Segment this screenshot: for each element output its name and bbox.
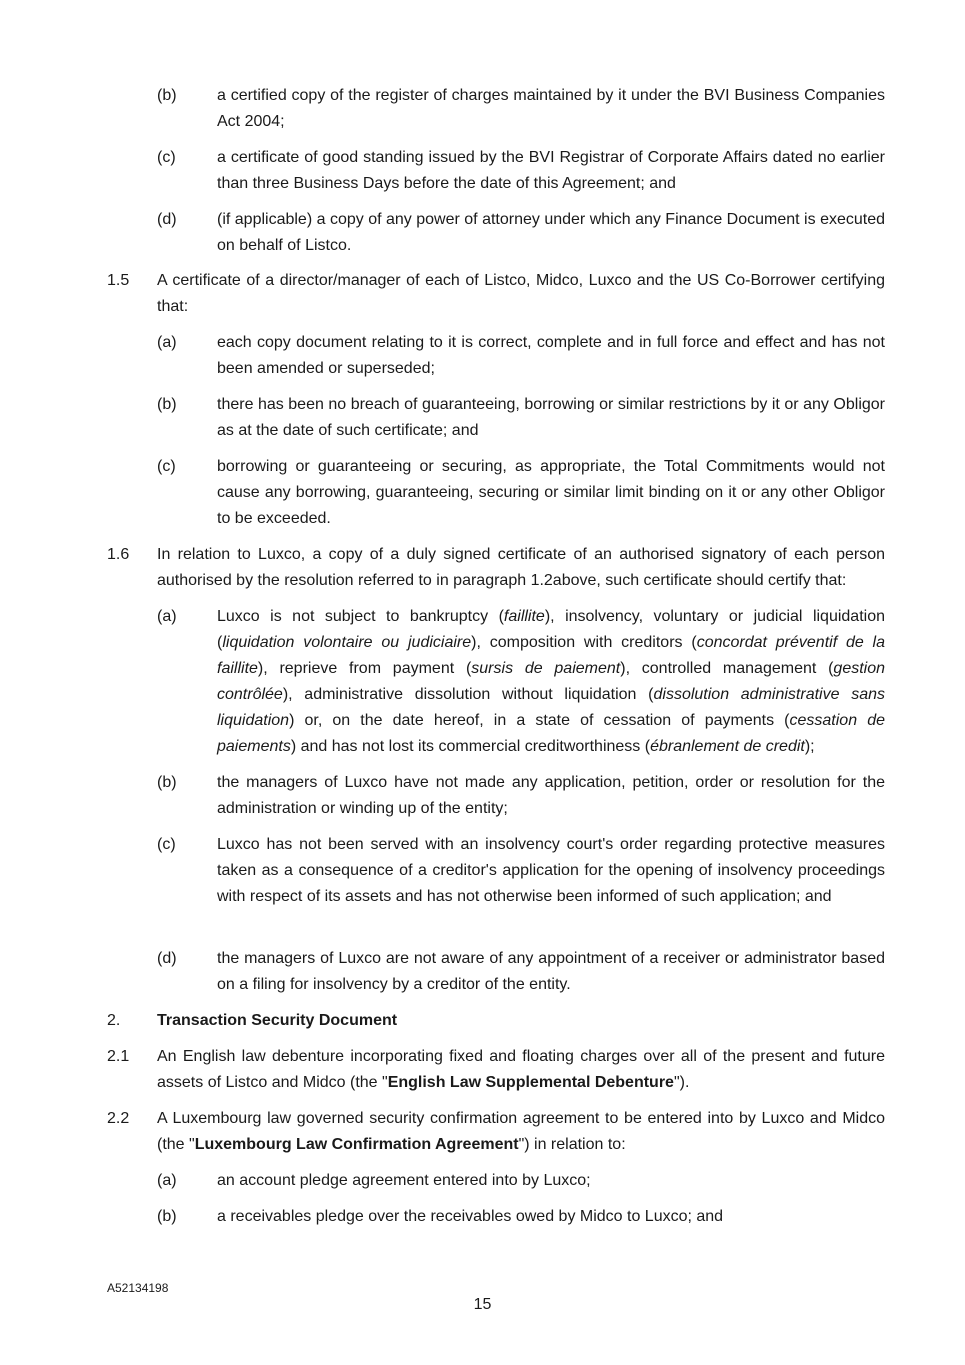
clause-text: there has been no breach of guaranteeing, borrowing or similar restrictions by it or any Obligor as at the date of such certificate; and — [217, 396, 885, 439]
french-term: sursis de paiement — [471, 660, 621, 677]
french-term: ébranlement de credit — [650, 738, 805, 755]
clause-1-6-b — [157, 770, 885, 822]
clause-2-2-b — [157, 1204, 885, 1230]
clause-label: (b) — [157, 1208, 177, 1225]
clause-2-2-a — [157, 1168, 885, 1194]
paragraph-1-6 — [107, 542, 885, 594]
french-term: faillite — [503, 608, 545, 625]
clause-1-6-c — [157, 832, 885, 910]
paragraph-1-5 — [107, 268, 885, 320]
text-run: ), composition with creditors ( — [471, 634, 697, 651]
clause-1-5-c — [157, 454, 885, 532]
french-term: liquidation volontaire ou judiciaire — [222, 634, 472, 651]
clause-label: (c) — [157, 836, 176, 853]
paragraph-2-2 — [107, 1106, 885, 1158]
clause-1-6-a — [157, 604, 885, 760]
section-2-heading — [107, 1008, 885, 1034]
clause-label: (d) — [157, 950, 177, 967]
clause-label: (a) — [157, 1172, 177, 1189]
clause-text: (if applicable) a copy of any power of attorney under which any Finance Document is executed on behalf of Listco. — [217, 211, 885, 254]
clause-text: borrowing or guaranteeing or securing, as appropriate, the Total Commitments would not cause any borrowing, guaranteeing, securing or similar limit binding on it or any other Obligor to be exceeded. — [217, 458, 885, 527]
clause-text: a receivables pledge over the receivables owed by Midco to Luxco; and — [217, 1208, 724, 1225]
french-term: cessation de paiements — [217, 712, 885, 755]
paragraph-2-1 — [107, 1044, 885, 1096]
french-term: gestion contrôlée — [217, 660, 886, 703]
clause-text: each copy document relating to it is correct, complete and in full force and effect and has not been amended or superseded; — [217, 334, 885, 377]
clause-text: Luxco has not been served with an insolvency court's order regarding protective measures taken as a consequence of a creditor's application for the opening of insolvency proceedings with respect of its assets and has not otherwise been informed of such application; and — [217, 836, 885, 905]
text-run: Luxco is not subject to bankruptcy ( — [217, 608, 504, 625]
defined-term: English Law Supplemental Debenture — [387, 1074, 674, 1091]
defined-term: Luxembourg Law Confirmation Agreement — [194, 1136, 519, 1153]
clause-1-5-a — [157, 330, 885, 382]
clause-text: the managers of Luxco are not aware of any appointment of a receiver or administrator based on a filing for insolvency by a creditor of the entity. — [217, 950, 885, 993]
text-run: ") in relation to: — [518, 1136, 626, 1153]
clause-text — [217, 604, 885, 760]
clause-label: (a) — [157, 608, 177, 625]
text-run: ) and has not lost its commercial creditworthiness ( — [290, 738, 651, 755]
clause-text: the managers of Luxco have not made any application, petition, order or resolution for the administration or winding up of the entity; — [217, 774, 885, 817]
clause-d-power-of-attorney — [157, 207, 885, 259]
clause-label: (c) — [157, 149, 176, 166]
text-run: ), reprieve from payment ( — [257, 660, 472, 677]
french-term: dissolution administrative sans liquidation — [217, 686, 885, 729]
paragraph-text — [157, 1106, 885, 1158]
text-run: ); — [804, 738, 815, 755]
section-title: Transaction Security Document — [157, 1012, 398, 1029]
text-run: A Luxembourg law governed security confirmation agreement to be entered into by Luxco and Midco (the " — [157, 1110, 885, 1153]
paragraph-number: 2.1 — [107, 1048, 130, 1065]
text-run: ), controlled management ( — [620, 660, 834, 677]
clause-label: (c) — [157, 458, 176, 475]
paragraph-number: 2.2 — [107, 1110, 130, 1127]
paragraph-number: 1.6 — [107, 546, 130, 563]
clause-text: an account pledge agreement entered into by Luxco; — [217, 1172, 591, 1189]
text-run: ), administrative dissolution without liquidation ( — [282, 686, 654, 703]
clause-c-good-standing — [157, 145, 885, 197]
document-reference: A52134198 — [107, 1281, 169, 1295]
paragraph-text: A certificate of a director/manager of each of Listco, Midco, Luxco and the US Co-Borrower certifying that: — [157, 272, 885, 315]
paragraph-text — [157, 1044, 885, 1096]
clause-label: (b) — [157, 87, 177, 104]
paragraph-number: 1.5 — [107, 272, 130, 289]
clause-text: a certified copy of the register of charges maintained by it under the BVI Business Companies Act 2004; — [217, 87, 885, 130]
clause-1-6-d — [157, 946, 885, 998]
clause-label: (b) — [157, 396, 177, 413]
section-number: 2. — [107, 1012, 121, 1029]
page-number: 15 — [473, 1296, 492, 1313]
clause-label: (a) — [157, 334, 177, 351]
text-run: "). — [673, 1074, 690, 1091]
clause-label: (b) — [157, 774, 177, 791]
text-run: ), insolvency, voluntary or judicial liquidation ( — [217, 608, 886, 651]
french-term: concordat préventif de la faillite — [217, 634, 886, 677]
clause-1-5-b — [157, 392, 885, 444]
clause-text: a certificate of good standing issued by the BVI Registrar of Corporate Affairs dated no earlier than three Business Days before the date of this Agreement; and — [217, 149, 885, 192]
clause-label: (d) — [157, 211, 177, 228]
clause-b-register-of-charges — [157, 83, 885, 135]
text-run: ) or, on the date hereof, in a state of cessation of payments ( — [289, 712, 790, 729]
text-run: An English law debenture incorporating fixed and floating charges over all of the present and future assets of Listco and Midco (the " — [157, 1048, 885, 1091]
paragraph-text: In relation to Luxco, a copy of a duly signed certificate of an authorised signatory of each person authorised by the resolution referred to in paragraph 1.2above, such certificate should certify that: — [157, 546, 885, 589]
